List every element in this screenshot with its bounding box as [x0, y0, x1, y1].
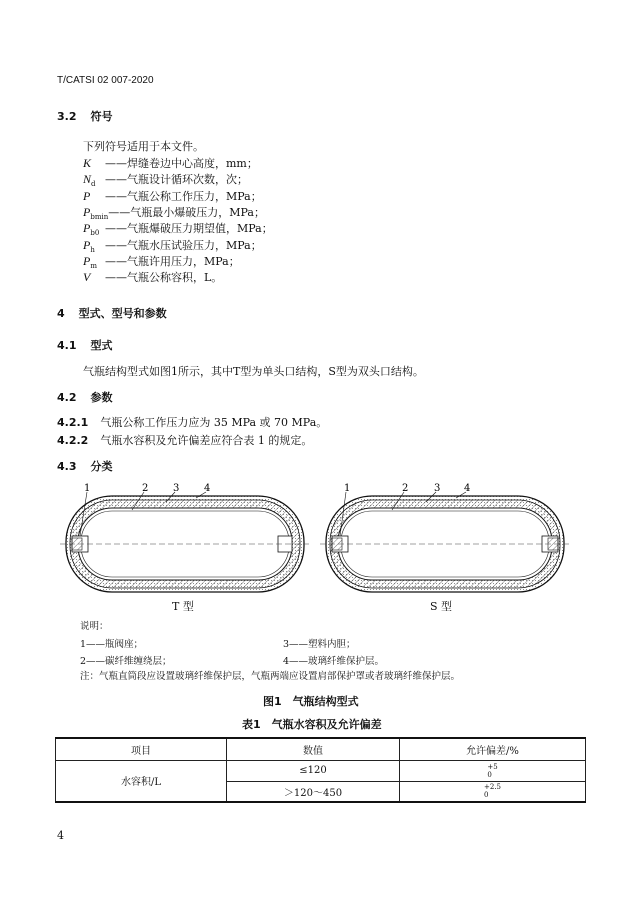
section-number: 4.1 — [57, 339, 77, 352]
s-type-cylinder — [320, 492, 570, 592]
legend-item: 3——塑料内胆； — [283, 639, 356, 650]
section-3-2-heading — [57, 108, 113, 124]
section-title: 符号 — [90, 110, 113, 123]
legend-item: 4——玻璃纤维保护层。 — [283, 656, 385, 667]
row-label-cell: 水容积/L — [56, 760, 227, 802]
tolerance-cell — [400, 760, 586, 781]
legend-item: 1——瓶阀座； — [80, 639, 144, 650]
symbol-subscript: d — [91, 180, 96, 189]
symbol-row — [83, 220, 273, 237]
legend-item: 2——碳纤维缠绕层； — [80, 656, 172, 667]
symbol-row — [83, 155, 258, 172]
symbol: V — [83, 270, 91, 285]
symbol-description: ——焊缝卷边中心高度，mm； — [105, 157, 258, 170]
symbol: N — [83, 172, 92, 187]
section-number: 4.2.2 — [57, 434, 89, 447]
figure-note: 注：气瓶直筒段应设置玻璃纤维保护层，气瓶两端应设置肩部保护罩或者玻璃纤维保护层。 — [80, 671, 461, 682]
table-row — [56, 760, 586, 781]
section-number: 4.2.1 — [57, 416, 89, 429]
symbol-row — [83, 253, 240, 270]
tolerance-upper: +5 — [487, 762, 498, 771]
symbol: P — [83, 221, 91, 236]
section-number: 4 — [57, 307, 65, 320]
section-4-heading — [57, 305, 167, 321]
symbol-subscript: b0 — [90, 229, 100, 238]
symbol-wrap — [83, 270, 105, 286]
symbol-subscript: h — [90, 245, 95, 254]
callout-label: 1 — [344, 483, 351, 494]
symbol-description: ——气瓶许用压力，MPa； — [105, 254, 240, 268]
section-4-2-1 — [57, 414, 327, 430]
tolerance-upper: +2.5 — [484, 783, 501, 792]
symbol-row — [83, 237, 262, 254]
callout-label: 3 — [434, 483, 441, 494]
value-cell: ＞120～450 — [227, 781, 400, 802]
symbol-subscript: bmin — [90, 213, 109, 222]
symbol: P — [83, 253, 91, 268]
symbol-wrap — [83, 221, 105, 237]
section-4-1-text: 气瓶结构型式如图1所示，其中T型为单头口结构，S型为双头口结构。 — [83, 365, 424, 378]
symbol-row — [83, 188, 262, 205]
tolerance-lower: 0 — [487, 770, 492, 779]
symbol: P — [83, 188, 91, 203]
section-title: 型式 — [90, 339, 113, 352]
section-text: 气瓶公称工作压力应为 35 MPa 或 70 MPa。 — [100, 416, 328, 429]
symbol-wrap — [83, 156, 105, 172]
symbol-row — [83, 204, 265, 221]
callout-label: 4 — [464, 483, 471, 494]
symbol-description: ——气瓶爆破压力期望值，MPa； — [105, 222, 273, 236]
section-number: 3.2 — [57, 110, 77, 123]
table-caption: 表1 气瓶水容积及允许偏差 — [242, 718, 382, 731]
header-cell: 数值 — [227, 738, 400, 760]
symbol-wrap — [83, 205, 108, 221]
symbol-description: ——气瓶水压试验压力，MPa； — [105, 238, 262, 252]
symbols-intro: 下列符号适用于本文件。 — [83, 140, 204, 153]
section-4-1-heading — [57, 337, 113, 353]
document-id: T/CATSI 02 007-2020 — [57, 75, 154, 86]
section-4-3-heading — [57, 458, 113, 474]
symbol-description: ——气瓶设计循环次数，次； — [105, 173, 248, 187]
tolerance-lower: 0 — [484, 791, 489, 800]
figure-caption: 图1 气瓶结构型式 — [263, 695, 359, 708]
symbol-description: ——气瓶最小爆破压力，MPa； — [108, 205, 265, 219]
header-cell: 项目 — [56, 738, 227, 760]
symbol: P — [83, 237, 91, 252]
t-type-label: T 型 — [172, 600, 194, 613]
symbol-subscript: m — [90, 261, 97, 270]
t-type-cylinder — [60, 492, 310, 592]
legend-title: 说明： — [80, 621, 109, 632]
tolerance-cell — [400, 781, 586, 802]
s-type-label: S 型 — [430, 600, 453, 613]
table-header-row — [56, 738, 586, 760]
callout-label: 3 — [173, 483, 180, 494]
page-number: 4 — [57, 829, 64, 842]
symbol-wrap — [83, 189, 105, 205]
section-title: 分类 — [90, 460, 113, 473]
value-cell: ≤120 — [227, 760, 400, 781]
symbol-description: ——气瓶公称工作压力，MPa； — [105, 189, 262, 203]
section-title: 型式、型号和参数 — [78, 307, 167, 320]
header-cell: 允许偏差/% — [400, 738, 586, 760]
section-number: 4.2 — [57, 391, 77, 404]
section-number: 4.3 — [57, 460, 77, 473]
symbol: P — [83, 204, 91, 219]
symbol-wrap — [83, 254, 105, 270]
section-4-2-2 — [57, 432, 312, 448]
symbol-wrap — [83, 238, 105, 254]
symbol-wrap — [83, 172, 105, 188]
section-4-2-heading — [57, 389, 113, 405]
symbol-row — [83, 171, 248, 188]
callout-label: 1 — [84, 483, 91, 494]
volume-tolerance-table — [55, 737, 586, 803]
section-title: 参数 — [90, 391, 113, 404]
symbol-row — [83, 269, 222, 286]
cylinder-figure — [0, 480, 640, 600]
symbol: K — [83, 156, 92, 170]
callout-label: 4 — [204, 483, 211, 494]
section-text: 气瓶水容积及允许偏差应符合表 1 的规定。 — [100, 434, 313, 447]
callout-label: 2 — [402, 483, 409, 494]
callout-label: 2 — [142, 483, 149, 494]
symbol-description: ——气瓶公称容积，L。 — [105, 271, 223, 285]
